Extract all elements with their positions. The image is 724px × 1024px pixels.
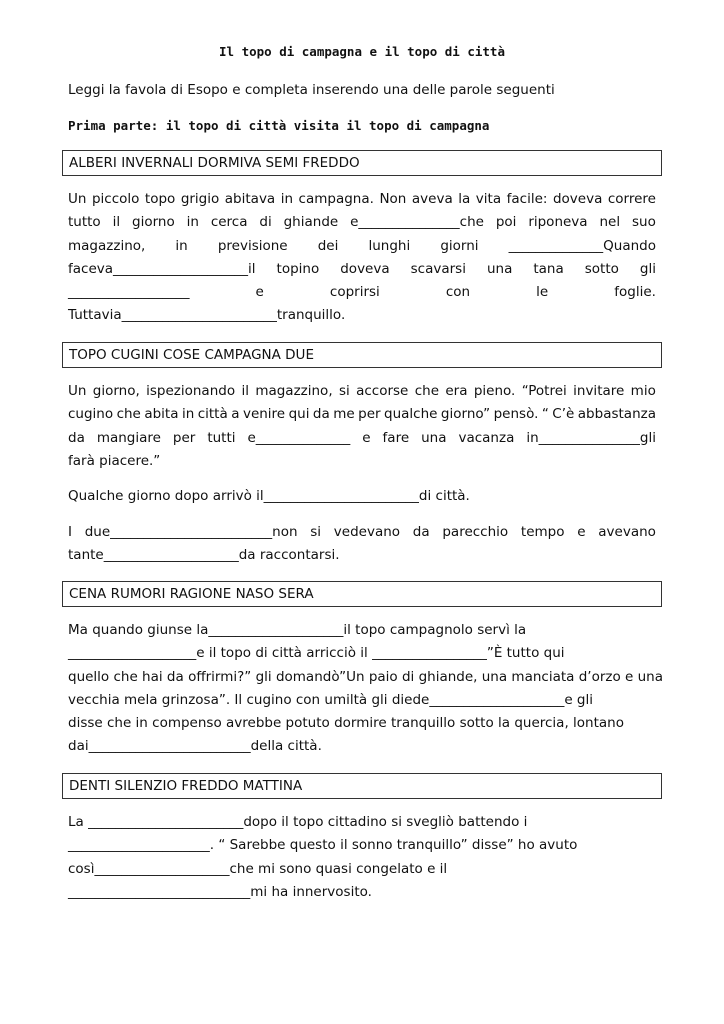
text-line bbox=[68, 403, 656, 426]
word: per bbox=[172, 429, 196, 446]
paragraph-4 bbox=[68, 521, 656, 568]
word: in bbox=[181, 406, 195, 423]
word: giorni bbox=[440, 237, 479, 254]
word-bank-box-4: DENTI SILENZIO FREDDO MATTINA bbox=[62, 773, 662, 799]
word: era bbox=[445, 383, 468, 399]
word: vedevano bbox=[333, 524, 401, 540]
text-line bbox=[68, 235, 656, 258]
word: riponeva bbox=[528, 214, 588, 231]
text-line: dai________________________della città. bbox=[68, 738, 322, 755]
word: mangiare bbox=[96, 429, 161, 446]
part-heading: Prima parte: il topo di città visita il topo di campagna bbox=[68, 118, 490, 133]
word: topo bbox=[144, 191, 176, 207]
word: __________________ bbox=[68, 284, 190, 301]
text-line: La _______________________dopo il topo cittadino si svegliò battendo i bbox=[68, 814, 528, 830]
word: con bbox=[445, 284, 471, 301]
word: campagna. bbox=[298, 191, 374, 207]
text-line bbox=[68, 521, 656, 544]
word: qualche bbox=[384, 406, 438, 423]
word: C’è bbox=[552, 406, 575, 423]
word: previsione bbox=[217, 237, 288, 254]
word: che bbox=[116, 406, 141, 423]
word: “ bbox=[541, 406, 549, 423]
word: facile: bbox=[506, 191, 548, 207]
word: poi bbox=[495, 214, 517, 231]
word: giorno” bbox=[440, 406, 491, 423]
word: sotto bbox=[584, 260, 619, 277]
word: suo bbox=[631, 214, 656, 231]
text-line: Qualche giorno dopo arrivò il_______________________di città. bbox=[68, 488, 470, 504]
word: vita bbox=[475, 191, 502, 207]
word: faceva____________________il bbox=[68, 260, 256, 277]
word: avevano bbox=[598, 524, 656, 540]
word: nel bbox=[599, 214, 621, 231]
word: magazzino, bbox=[68, 237, 146, 254]
word: tempo bbox=[520, 524, 565, 540]
text-line: farà piacere.” bbox=[68, 452, 161, 469]
word: dei bbox=[317, 237, 339, 254]
word: qui bbox=[288, 406, 310, 423]
word: tana bbox=[533, 260, 564, 277]
paragraph-2 bbox=[68, 380, 656, 473]
word: foglie. bbox=[614, 284, 656, 301]
word: in_______________gli bbox=[526, 429, 656, 446]
word: giorno bbox=[132, 214, 175, 231]
word-bank-box-2: TOPO CUGINI COSE CAMPAGNA DUE bbox=[62, 342, 662, 368]
text-line bbox=[68, 211, 656, 234]
word: topino bbox=[276, 260, 320, 277]
text-line: _____________________. “ Sarebbe questo il sonno tranquillo” disse” ho avuto bbox=[68, 837, 578, 854]
word: magazzino, bbox=[255, 383, 333, 399]
word: invitare bbox=[573, 383, 625, 399]
word: scavarsi bbox=[410, 260, 466, 277]
word: e_______________che bbox=[350, 214, 484, 231]
word: a bbox=[231, 406, 240, 423]
text-line bbox=[68, 188, 656, 211]
word: da bbox=[412, 524, 430, 540]
word: città bbox=[197, 406, 228, 423]
word: I bbox=[68, 524, 72, 540]
word-bank-box-3: CENA RUMORI RAGIONE NASO SERA bbox=[62, 581, 662, 607]
word: cerca bbox=[210, 214, 248, 231]
word: cugino bbox=[68, 406, 114, 423]
instruction-text: Leggi la favola di Esopo e completa inserendo una delle parole seguenti bbox=[68, 82, 555, 98]
word: “Potrei bbox=[521, 383, 567, 399]
word: tutti bbox=[207, 429, 236, 446]
paragraph-6 bbox=[68, 811, 656, 904]
text-line: disse che in compenso avrebbe potuto dormire tranquillo sotto la quercia, lontano bbox=[68, 715, 624, 732]
word: e bbox=[362, 429, 371, 446]
word: e bbox=[255, 284, 264, 301]
text-line: ___________________________mi ha innervosito. bbox=[68, 883, 372, 900]
word: abbastanza bbox=[577, 406, 656, 423]
word: pieno. bbox=[473, 383, 516, 399]
word: in bbox=[186, 214, 199, 231]
word: che bbox=[414, 383, 440, 399]
word: giorno, bbox=[92, 383, 140, 399]
word: le bbox=[536, 284, 549, 301]
word: ghiande bbox=[283, 214, 339, 231]
text-line bbox=[68, 281, 656, 304]
text-line: Ma quando giunse la____________________il topo campagnolo servì la bbox=[68, 622, 527, 638]
word: una bbox=[421, 429, 447, 446]
word: correre bbox=[607, 191, 656, 207]
word: due________________________non bbox=[84, 524, 298, 540]
text-line: vecchia mela grinzosa”. Il cugino con umiltà gli diede____________________e gli bbox=[68, 691, 593, 708]
word: Non bbox=[379, 191, 407, 207]
word: di bbox=[259, 214, 272, 231]
paragraph-3 bbox=[68, 485, 656, 508]
word-bank-box-1: ALBERI INVERNALI DORMIVA SEMI FREDDO bbox=[62, 150, 662, 176]
word: ispezionando bbox=[146, 383, 236, 399]
word: la bbox=[458, 191, 471, 207]
word: fare bbox=[382, 429, 410, 446]
word: lunghi bbox=[368, 237, 411, 254]
word: grigio bbox=[180, 191, 220, 207]
word: aveva bbox=[411, 191, 453, 207]
word: parecchio bbox=[442, 524, 509, 540]
word: in bbox=[280, 191, 294, 207]
text-line bbox=[68, 258, 656, 281]
word: coprirsi bbox=[329, 284, 380, 301]
word: accorse bbox=[356, 383, 409, 399]
word: doveva bbox=[340, 260, 390, 277]
word: da bbox=[68, 429, 85, 446]
word: doveva bbox=[552, 191, 603, 207]
text-line: ___________________e il topo di città arricciò il _________________”È tutto qui bbox=[68, 645, 565, 662]
word: si bbox=[310, 524, 322, 540]
word: una bbox=[486, 260, 513, 277]
word: e bbox=[577, 524, 586, 540]
word: me bbox=[333, 406, 355, 423]
word: abitava bbox=[224, 191, 276, 207]
paragraph-1 bbox=[68, 188, 656, 328]
word: da bbox=[312, 406, 330, 423]
word: piccolo bbox=[91, 191, 140, 207]
word: venire bbox=[242, 406, 286, 423]
word: tutto bbox=[68, 214, 101, 231]
word: gli bbox=[639, 260, 656, 277]
word: si bbox=[338, 383, 350, 399]
word: vacanza bbox=[458, 429, 515, 446]
text-line bbox=[68, 427, 656, 450]
word: in bbox=[175, 237, 188, 254]
word: il bbox=[112, 214, 121, 231]
word: Un bbox=[68, 191, 87, 207]
word: per bbox=[358, 406, 381, 423]
worksheet-title: Il topo di campagna e il topo di città bbox=[219, 44, 505, 59]
text-line bbox=[68, 380, 656, 403]
word: il bbox=[241, 383, 249, 399]
word: mio bbox=[630, 383, 656, 399]
word: abita bbox=[144, 406, 179, 423]
text-line: così____________________che mi sono quasi congelato e il bbox=[68, 860, 448, 877]
text-line: quello che hai da offrirmi?” gli domandò”Un paio di ghiande, una manciata d’orzo e una bbox=[68, 668, 663, 685]
word: Un bbox=[68, 383, 87, 399]
word: e______________ bbox=[247, 429, 351, 446]
text-line: tante____________________da raccontarsi. bbox=[68, 547, 340, 564]
paragraph-5 bbox=[68, 619, 663, 759]
word: pensò. bbox=[493, 406, 539, 423]
word: ______________Quando bbox=[508, 237, 656, 254]
text-line: Tuttavia_______________________tranquillo. bbox=[68, 307, 346, 324]
